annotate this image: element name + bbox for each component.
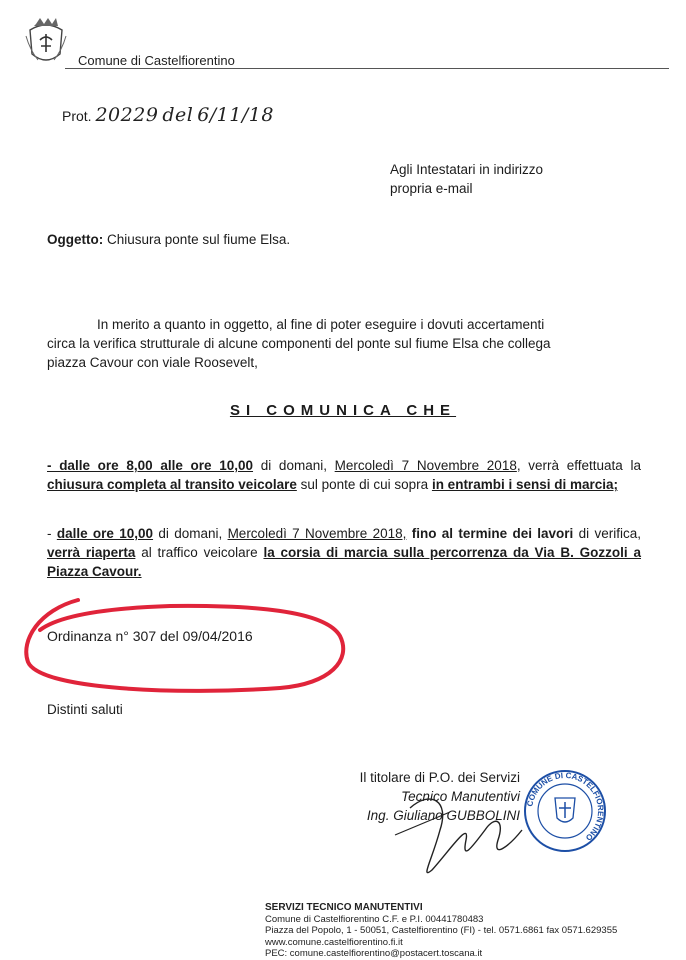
- protocol-number: 20229: [95, 104, 159, 126]
- item2-date: Mercoledì 7 Novembre 2018,: [227, 526, 407, 541]
- intro-paragraph: [47, 315, 641, 372]
- recipients: [390, 160, 543, 198]
- footer-line-2: Piazza del Popolo, 1 - 50051, Castelfiorentino (FI) - tel. 0571.6861 fax 0571.629355: [265, 925, 618, 936]
- item1-closure: chiusura completa al transito veicolare: [47, 477, 297, 492]
- item1-time: - dalle ore 8,00 alle ore 10,00: [47, 458, 254, 473]
- notice-item-2: [47, 524, 641, 581]
- red-circle-annotation: [26, 600, 343, 691]
- protocol-line: [62, 104, 274, 126]
- official-stamp: [522, 768, 608, 854]
- subject-label: Oggetto:: [47, 232, 104, 247]
- item2-reopen: verrà riaperta: [47, 545, 136, 560]
- footer-website: www.comune.castelfiorentino.fi.it: [265, 936, 403, 948]
- signature-line-1: Il titolare di P.O. dei Servizi: [359, 770, 520, 785]
- stamp-text: COMUNE DI CASTELFIORENTINO: [525, 770, 606, 843]
- signature-block: [300, 768, 520, 825]
- protocol-date: 6/11/18: [197, 104, 274, 126]
- item2-prefix: -: [47, 526, 57, 541]
- footer: [265, 902, 617, 960]
- closing-greeting: Distinti saluti: [47, 702, 123, 717]
- notice-item-1: [47, 456, 641, 494]
- item2-until: fino al termine dei lavori: [411, 526, 574, 541]
- item1-text2: , verrà effettuata la: [516, 458, 641, 473]
- item2-time: dalle ore 10,00: [56, 526, 154, 541]
- item2-text4: al traffico veicolare: [135, 545, 264, 560]
- header-divider: [65, 68, 669, 69]
- ordinance-reference: Ordinanza n° 307 del 09/04/2016: [47, 628, 253, 644]
- municipality-name: Comune di Castelfiorentino: [78, 53, 235, 68]
- protocol-label: Prot.: [62, 108, 92, 124]
- subject: [47, 230, 290, 249]
- footer-line-1: Comune di Castelfiorentino C.F. e P.I. 00441780483: [265, 913, 484, 925]
- announcement-heading: [0, 402, 686, 419]
- municipal-crest-icon: [24, 16, 68, 66]
- protocol-del: del: [162, 104, 194, 126]
- recipients-line-1: Agli Intestatari in indirizzo: [390, 162, 544, 177]
- item1-directions: in entrambi i sensi di marcia;: [431, 477, 618, 492]
- item2-text3: di verifica,: [573, 526, 641, 541]
- intro-line-2: circa la verifica strutturale di alcune componenti del ponte sul fiume Elsa che collega: [47, 336, 551, 351]
- footer-dept: SERVIZI TECNICO MANUTENTIVI: [265, 902, 423, 913]
- item1-text3: sul ponte di cui sopra: [296, 477, 432, 492]
- item2-text1: di domani,: [153, 526, 228, 541]
- signature-line-3: Ing. Giuliano GUBBOLINI: [366, 808, 520, 823]
- item1-date: Mercoledì 7 Novembre 2018: [334, 458, 517, 473]
- recipients-line-2: propria e-mail: [390, 181, 473, 196]
- intro-line-1: In merito a quanto in oggetto, al fine di poter eseguire i dovuti accertamenti: [97, 317, 545, 332]
- heading-text: SI COMUNICA CHE: [229, 402, 457, 419]
- subject-text: Chiusura ponte sul fiume Elsa.: [107, 232, 291, 247]
- signature-line-2: Tecnico Manutentivi: [401, 789, 520, 804]
- intro-line-3: piazza Cavour con viale Roosevelt,: [47, 355, 258, 370]
- footer-pec: PEC: comune.castelfiorentino@postacert.toscana.it: [265, 948, 483, 959]
- item2-lane: la corsia di marcia sulla percorrenza da Via B. Gozzoli a Piazza Cavour.: [47, 545, 641, 579]
- item1-text1: di domani,: [253, 458, 335, 473]
